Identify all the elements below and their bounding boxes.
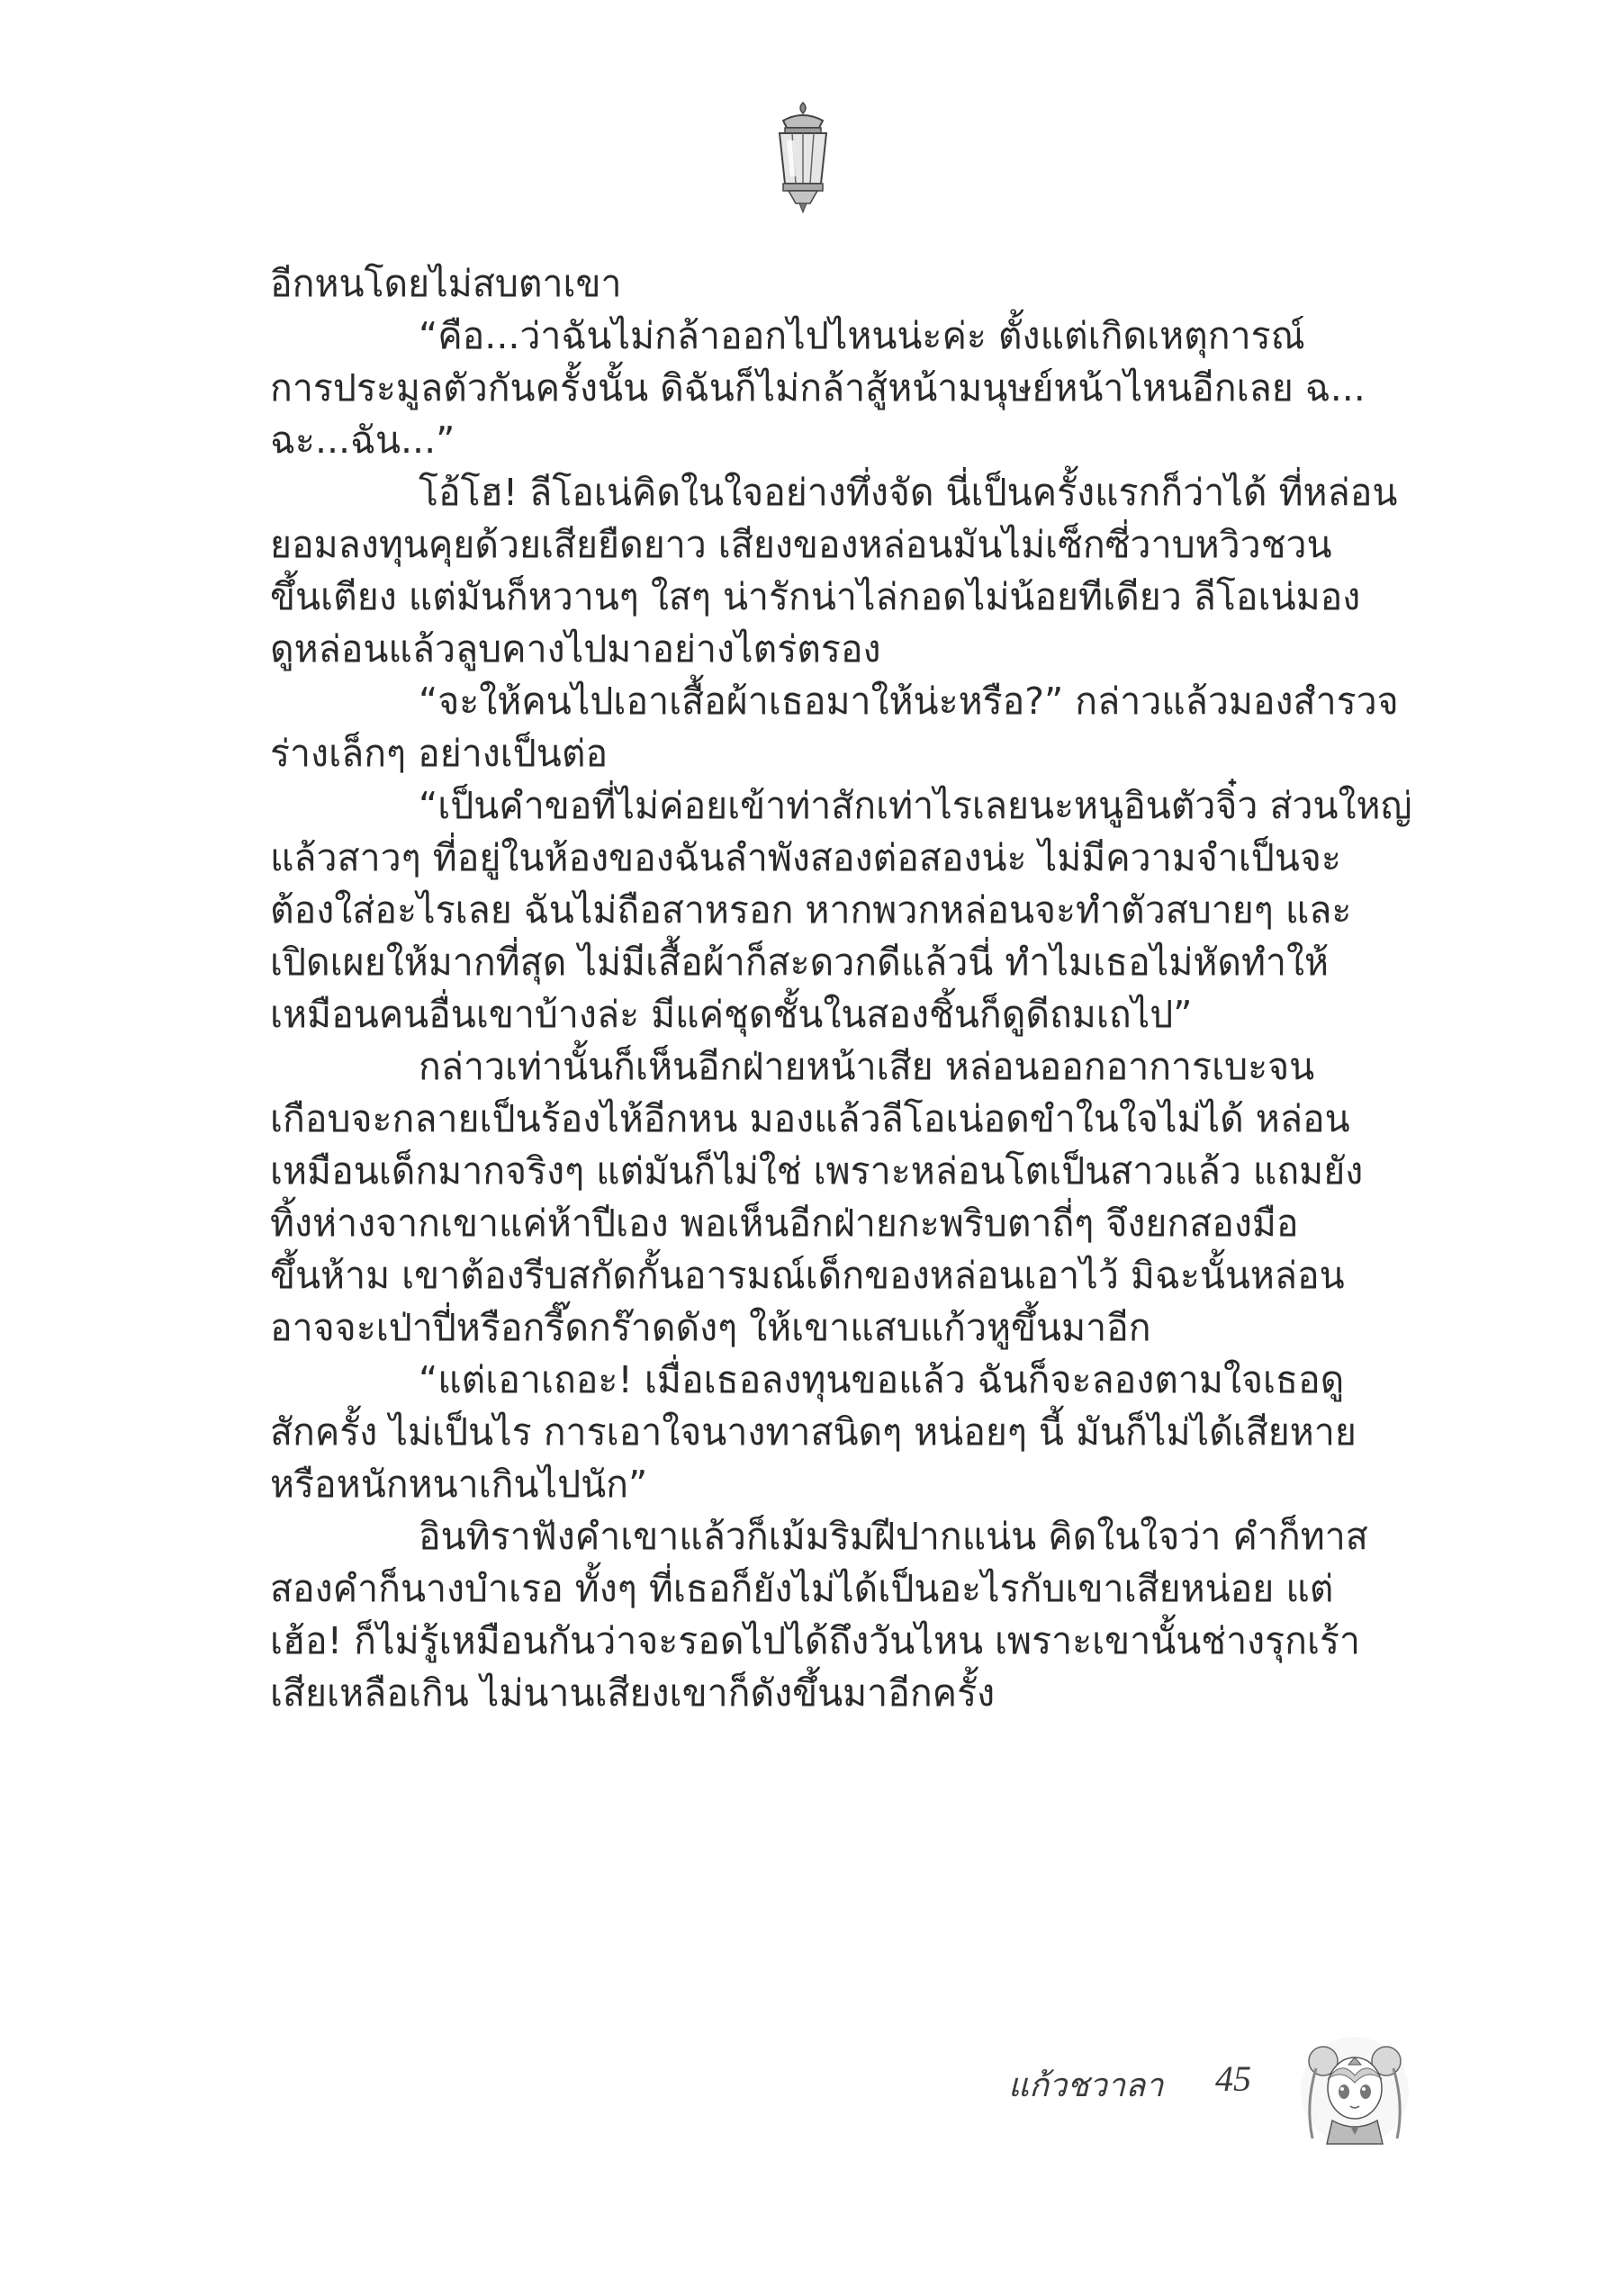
text-line: ขึ้นห้าม เขาต้องรีบสกัดกั้นอารมณ์เด็กของหล่อนเอาไว้ มิฉะนั้นหล่อน [270, 1254, 1345, 1297]
text-line: อาจจะเป่าปี่หรือกรี๊ดกร๊าดดังๆ ให้เขาแสบแก้วหูขึ้นมาอีก [270, 1306, 1151, 1349]
text-line: สองคำก็นางบำเรอ ทั้งๆ ที่เธอก็ยังไม่ได้เป็นอะไรกับเขาเสียหน่อย แต่ [270, 1567, 1334, 1610]
text-line: โอ้โฮ! ลีโอเน่คิดในใจอย่างทึ่งจัด นี่เป็นครั้งแรกก็ว่าได้ ที่หล่อน [419, 471, 1398, 514]
lantern-icon [767, 101, 839, 216]
text-line: เปิดเผยให้มากที่สุด ไม่มีเสื้อผ้าก็สะดวกดีแล้วนี่ ทำไมเธอไม่หัดทำให้ [270, 941, 1330, 984]
page-number: 45 [1215, 2058, 1251, 2099]
book-title: แก้วชวาลา [1008, 2067, 1164, 2104]
text-line: เฮ้อ! ก็ไม่รู้เหมือนกันว่าจะรอดไปได้ถึงวันไหน เพราะเขานั้นช่างรุกเร้า [270, 1619, 1361, 1662]
text-line: “คือ...ว่าฉันไม่กล้าออกไปไหนน่ะค่ะ ตั้งแต่เกิดเหตุการณ์ [419, 314, 1305, 357]
body-text [270, 257, 1412, 1719]
text-line: ทิ้งห่างจากเขาแค่ห้าปีเอง พอเห็นอีกฝ่ายกะพริบตาถี่ๆ จึงยกสองมือ [270, 1202, 1299, 1245]
text-line: “แต่เอาเถอะ! เมื่อเธอลงทุนขอแล้ว ฉันก็จะลองตามใจเธอดู [419, 1358, 1345, 1401]
text-line: อีกหนโดยไม่สบตาเขา [270, 262, 622, 305]
page-footer [1008, 2032, 1440, 2140]
text-line: ร่างเล็กๆ อย่างเป็นต่อ [270, 732, 609, 775]
text-line: กล่าวเท่านั้นก็เห็นอีกฝ่ายหน้าเสีย หล่อนออกอาการเบะจน [419, 1045, 1315, 1088]
text-line: การประมูลตัวกันครั้งนั้น ดิฉันก็ไม่กล้าสู้หน้ามนุษย์หน้าไหนอีกเลย ฉ... [270, 366, 1366, 410]
text-line: หรือหนักหนาเกินไปนัก” [270, 1463, 648, 1506]
text-line: ขึ้นเตียง แต่มันก็หวานๆ ใสๆ น่ารักน่าไล่กอดไม่น้อยทีเดียว ลีโอเน่มอง [270, 575, 1361, 618]
text-line: “เป็นคำขอที่ไม่ค่อยเข้าท่าสักเท่าไรเลยนะหนูอินตัวจิ๋ว ส่วนใหญ่ [419, 784, 1412, 827]
text-line: เกือบจะกลายเป็นร้องไห้อีกหน มองแล้วลีโอเน่อดขำในใจไม่ได้ หล่อน [270, 1097, 1350, 1140]
text-line: อินทิราฟังคำเขาแล้วก็เม้มริมฝีปากแน่น คิดในใจว่า คำก็ทาส [419, 1515, 1368, 1558]
text-line: ดูหล่อนแล้วลูบคางไปมาอย่างไตร่ตรอง [270, 627, 881, 671]
text-line: สักครั้ง ไม่เป็นไร การเอาใจนางทาสนิดๆ หน่อยๆ นี้ มันก็ไม่ได้เสียหาย [270, 1410, 1357, 1454]
text-line: ต้องใส่อะไรเลย ฉันไม่ถือสาหรอก หากพวกหล่อนจะทำตัวสบายๆ และ [270, 888, 1352, 932]
character-portrait-icon [1296, 2032, 1413, 2149]
text-line: “จะให้คนไปเอาเสื้อผ้าเธอมาให้น่ะหรือ?” กล่าวแล้วมองสำรวจ [419, 680, 1399, 723]
text-line: แล้วสาวๆ ที่อยู่ในห้องของฉันลำพังสองต่อสองน่ะ ไม่มีความจำเป็นจะ [270, 836, 1341, 879]
text-line: เหมือนคนอื่นเขาบ้างล่ะ มีแค่ชุดชั้นในสองชิ้นก็ดูดีถมเถไป” [270, 993, 1193, 1036]
text-line: เหมือนเด็กมากจริงๆ แต่มันก็ไม่ใช่ เพราะหล่อนโตเป็นสาวแล้ว แถมยัง [270, 1149, 1364, 1193]
text-line: เสียเหลือเกิน ไม่นานเสียงเขาก็ดังขึ้นมาอีกครั้ง [270, 1671, 996, 1715]
text-line: ยอมลงทุนคุยด้วยเสียยืดยาว เสียงของหล่อนมันไม่เซ็กซี่วาบหวิวชวน [270, 523, 1332, 566]
text-line: ฉะ...ฉัน...” [270, 419, 455, 462]
